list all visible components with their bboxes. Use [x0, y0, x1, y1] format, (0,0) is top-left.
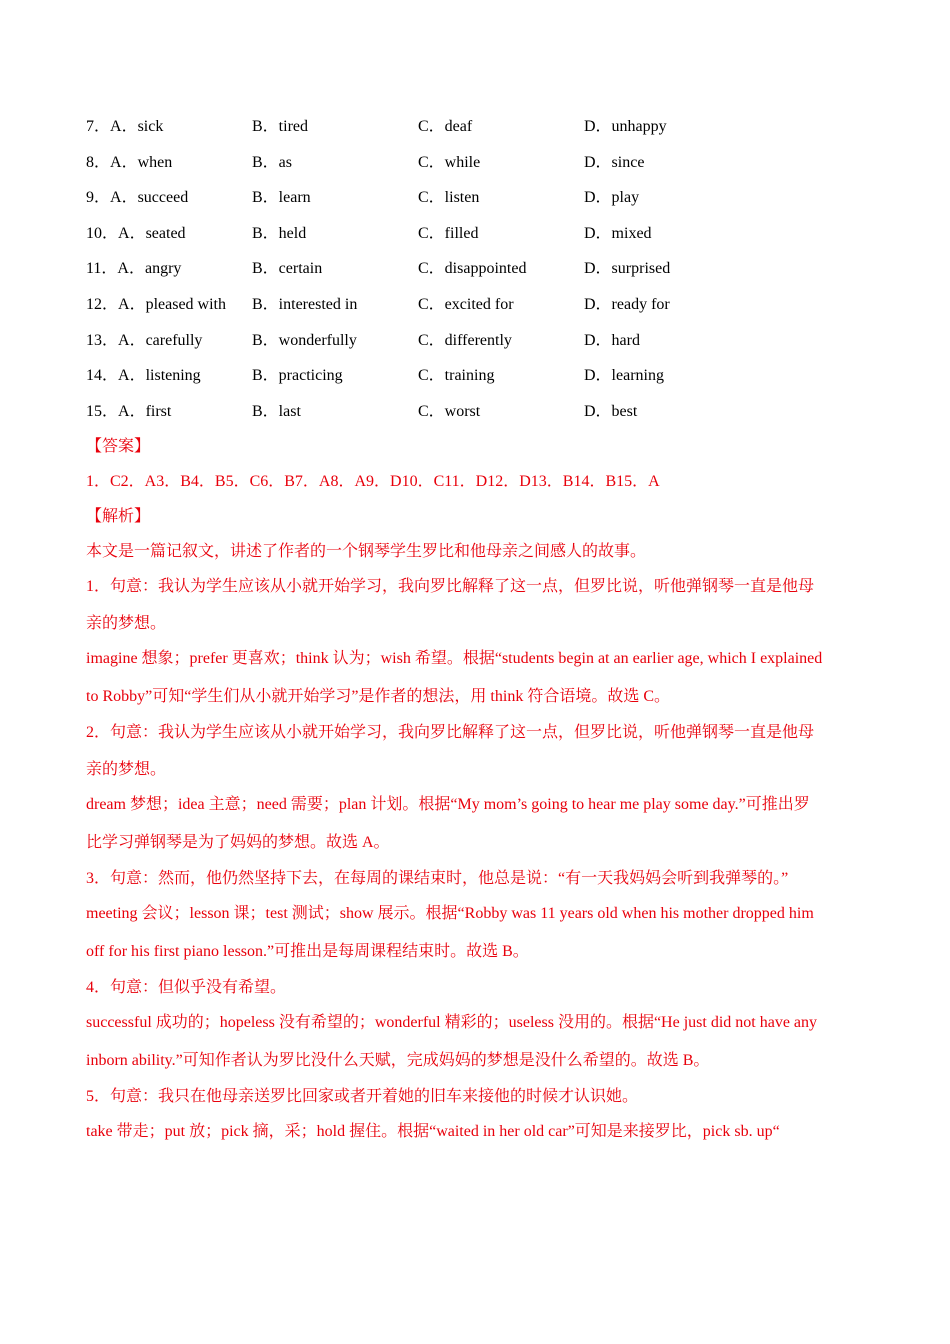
option-text: A．when [110, 153, 173, 171]
option-a [86, 397, 252, 433]
question-row [86, 361, 876, 397]
option-d [584, 326, 750, 362]
analysis-summary: 本文是一篇记叙文，讲述了作者的一个钢琴学生罗比和他母亲之间感人的故事。 [86, 543, 647, 561]
option-text: D．since [584, 153, 645, 171]
analysis-line: 亲的梦想。 [86, 615, 167, 633]
option-text: C．excited for [418, 295, 514, 313]
option-d [584, 148, 750, 184]
option-text: D．ready for [584, 295, 670, 313]
analysis-line: 3．句意：然而，他仍然坚持下去，在每周的课结束时，他总是说：“有一天我妈妈会听到我弹琴的。” [86, 870, 789, 888]
option-text: A．angry [117, 260, 182, 278]
option-a [86, 361, 252, 397]
option-a [86, 326, 252, 362]
option-a [86, 148, 252, 184]
option-a [86, 290, 252, 326]
option-a [86, 183, 252, 219]
option-text: B．learn [252, 189, 311, 207]
option-text: B．held [252, 224, 307, 242]
option-b [252, 361, 418, 397]
answer-heading: 【答案】 [86, 438, 151, 456]
analysis-heading: 【解析】 [86, 508, 151, 526]
analysis-line: take 带走；put 放；pick 摘，采；hold 握住。根据“waited in her old car”可知是来接罗比，pick sb. up“ [86, 1123, 780, 1141]
option-text: C．worst [418, 402, 481, 420]
option-text: C．training [418, 367, 495, 385]
option-text: C．listen [418, 189, 480, 207]
analysis-line: meeting 会议；lesson 课；test 测试；show 展示。根据“Robby was 11 years old when his mother dropped him [86, 905, 814, 923]
question-row [86, 290, 876, 326]
question-number: 11． [86, 260, 118, 278]
option-text: B．practicing [252, 367, 343, 385]
option-b [252, 183, 418, 219]
option-text: B．certain [252, 260, 323, 278]
question-number: 14． [86, 367, 119, 385]
option-text: D．play [584, 189, 640, 207]
option-text: A．sick [110, 118, 164, 135]
document-page [86, 112, 876, 1153]
option-text: A．seated [118, 224, 186, 242]
analysis-line: successful 成功的；hopeless 没有希望的；wonderful 精彩的；useless 没用的。根据“He just did not have any [86, 1014, 818, 1032]
option-text: C．differently [418, 331, 512, 349]
option-b [252, 112, 418, 148]
answer-key: 1．C2．A3．B4．B5．C6．B7．A8．A9．D10．C11．D12．D13．B14．B15．A [86, 473, 660, 491]
question-number: 13． [86, 331, 119, 349]
question-row [86, 148, 876, 184]
question-row [86, 397, 876, 433]
question-number: 15． [86, 402, 119, 420]
option-text: A．first [118, 402, 172, 420]
option-text: B．wonderfully [252, 331, 357, 349]
option-text: B．last [252, 402, 301, 420]
analysis-line: 比学习弹钢琴是为了妈妈的梦想。故选 A。 [86, 834, 390, 852]
question-row [86, 326, 876, 362]
option-c [418, 254, 584, 290]
question-row [86, 254, 876, 290]
option-a [86, 112, 252, 148]
option-text: A．succeed [110, 189, 189, 207]
analysis-line: 1．句意：我认为学生应该从小就开始学习，我向罗比解释了这一点，但罗比说，听他弹钢琴一直是他母 [86, 578, 815, 596]
option-text: B．as [252, 153, 293, 171]
option-text: D．best [584, 402, 638, 420]
option-c [418, 326, 584, 362]
question-row [86, 183, 876, 219]
option-b [252, 326, 418, 362]
analysis-line: imagine 想象；prefer 更喜欢；think 认为；wish 希望。根据“students begin at an earlier age, which I explained [86, 650, 823, 668]
option-text: A．pleased with [118, 295, 226, 313]
question-number: 10． [86, 224, 119, 242]
analysis-item [86, 973, 876, 1082]
analysis-line: to Robby”可知“学生们从小就开始学习”是作者的想法，用 think 符合语境。故选 C。 [86, 688, 670, 706]
analysis-line: inborn ability.”可知作者认为罗比没什么天赋，完成妈妈的梦想是没什么希望的。故选 B。 [86, 1052, 710, 1070]
analysis-item [86, 1082, 876, 1153]
option-text: C．deaf [418, 118, 473, 135]
analysis-item [86, 718, 876, 864]
analysis-line: 4．句意：但似乎没有希望。 [86, 979, 287, 997]
option-text: C．filled [418, 224, 479, 242]
option-text: B．interested in [252, 295, 358, 313]
question-number: 8． [86, 153, 111, 171]
option-d [584, 112, 750, 148]
analysis-item [86, 572, 876, 718]
option-d [584, 183, 750, 219]
analysis-line: 2．句意：我认为学生应该从小就开始学习，我向罗比解释了这一点，但罗比说，听他弹钢琴一直是他母 [86, 724, 815, 742]
analysis-line: off for his first piano lesson.”可推出是每周课程结束时。故选 B。 [86, 943, 529, 961]
options-table [86, 112, 876, 432]
option-b [252, 148, 418, 184]
option-b [252, 254, 418, 290]
option-text: C．disappointed [418, 260, 527, 278]
analysis-items [86, 572, 876, 1153]
option-text: A．listening [118, 367, 201, 385]
analysis-line: dream 梦想；idea 主意；need 需要；plan 计划。根据“My mom’s going to hear me play some day.”可推出罗 [86, 796, 810, 814]
option-b [252, 290, 418, 326]
option-d [584, 219, 750, 255]
option-d [584, 290, 750, 326]
option-d [584, 254, 750, 290]
option-d [584, 397, 750, 433]
question-number: 12． [86, 295, 119, 313]
option-c [418, 148, 584, 184]
option-text: A．carefully [118, 331, 203, 349]
option-c [418, 183, 584, 219]
analysis-line: 5．句意：我只在他母亲送罗比回家或者开着她的旧车来接他的时候才认识她。 [86, 1088, 639, 1106]
option-c [418, 290, 584, 326]
option-d [584, 361, 750, 397]
option-text: D．unhappy [584, 118, 667, 135]
option-c [418, 219, 584, 255]
question-row [86, 112, 876, 148]
option-text: D．learning [584, 367, 664, 385]
analysis-line: 亲的梦想。 [86, 761, 167, 779]
question-number: 9． [86, 189, 111, 207]
option-text: C．while [418, 153, 481, 171]
question-number: 7． [86, 118, 111, 135]
option-b [252, 397, 418, 433]
option-c [418, 397, 584, 433]
question-row [86, 219, 876, 255]
option-a [86, 219, 252, 255]
option-text: D．mixed [584, 224, 652, 242]
analysis-item [86, 864, 876, 973]
option-text: D．hard [584, 331, 640, 349]
option-text: B．tired [252, 118, 308, 135]
option-c [418, 112, 584, 148]
option-text: D．surprised [584, 260, 671, 278]
option-a [86, 254, 252, 290]
option-b [252, 219, 418, 255]
option-c [418, 361, 584, 397]
